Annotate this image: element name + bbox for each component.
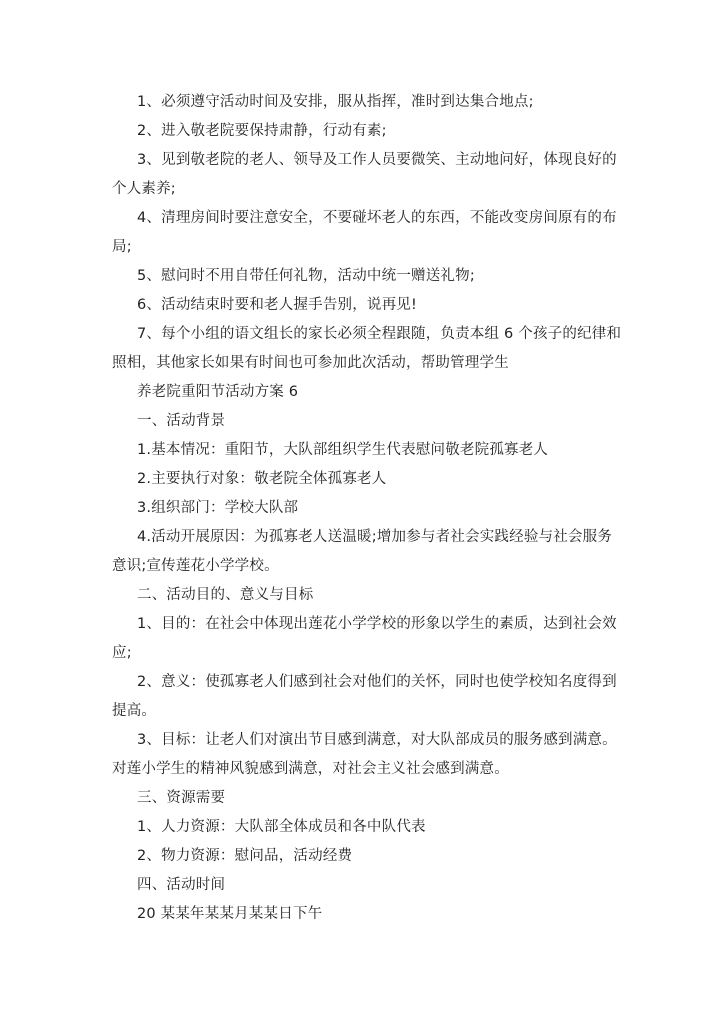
text-line: 3、目标：让老人们对演出节目感到满意，对大队部成员的服务感到满意。	[137, 732, 617, 748]
section-heading: 三、资源需要	[137, 790, 226, 806]
text-line: 应;	[112, 645, 132, 661]
text-line: 3.组织部门：学校大队部	[137, 500, 299, 516]
section-heading: 一、活动背景	[137, 413, 226, 429]
text-line: 2、进入敬老院要保持肃静，行动有素;	[137, 123, 387, 139]
text-line: 意识;宣传莲花小学学校。	[112, 558, 279, 574]
section-heading: 四、活动时间	[137, 877, 226, 893]
section-title: 养老院重阳节活动方案 6	[137, 384, 299, 400]
text-line: 提高。	[112, 703, 157, 719]
text-line: 3、见到敬老院的老人、领导及工作人员要微笑、主动地问好，体现良好的	[137, 152, 617, 168]
section-heading: 二、活动目的、意义与目标	[137, 587, 314, 603]
text-line: 对莲小学生的精神风貌感到满意，对社会主义社会感到满意。	[112, 761, 509, 777]
text-line: 1.基本情况：重阳节，大队部组织学生代表慰问敬老院孤寡老人	[137, 442, 549, 458]
text-line: 个人素养;	[112, 181, 176, 197]
text-line: 2、物力资源：慰问品，活动经费	[137, 848, 353, 864]
text-line: 1、必须遵守活动时间及安排，服从指挥，准时到达集合地点;	[137, 94, 534, 110]
text-line: 4.活动开展原因：为孤寡老人送温暖;增加参与者社会实践经验与社会服务	[137, 529, 613, 545]
text-line: 6、活动结束时要和老人握手告别，说再见!	[137, 297, 418, 313]
text-line: 7、每个小组的语文组长的家长必须全程跟随，负责本组 6 个孩子的纪律和	[137, 326, 622, 342]
text-line: 2、意义：使孤寡老人们感到社会对他们的关怀，同时也使学校知名度得到	[137, 674, 617, 690]
text-line: 1、人力资源：大队部全体成员和各中队代表	[137, 819, 426, 835]
text-line: 4、清理房间时要注意安全，不要碰坏老人的东西，不能改变房间原有的布	[137, 210, 617, 226]
text-line: 5、慰问时不用自带任何礼物，活动中统一赠送礼物;	[137, 268, 475, 284]
text-line: 局;	[112, 239, 132, 255]
text-line: 2.主要执行对象：敬老院全体孤寡老人	[137, 471, 387, 487]
text-line: 1、目的：在社会中体现出莲花小学学校的形象以学生的素质，达到社会效	[137, 616, 617, 632]
text-line: 照相，其他家长如果有时间也可参加此次活动，帮助管理学生	[112, 355, 509, 371]
text-line: 20 某某年某某月某某日下午	[137, 906, 323, 922]
